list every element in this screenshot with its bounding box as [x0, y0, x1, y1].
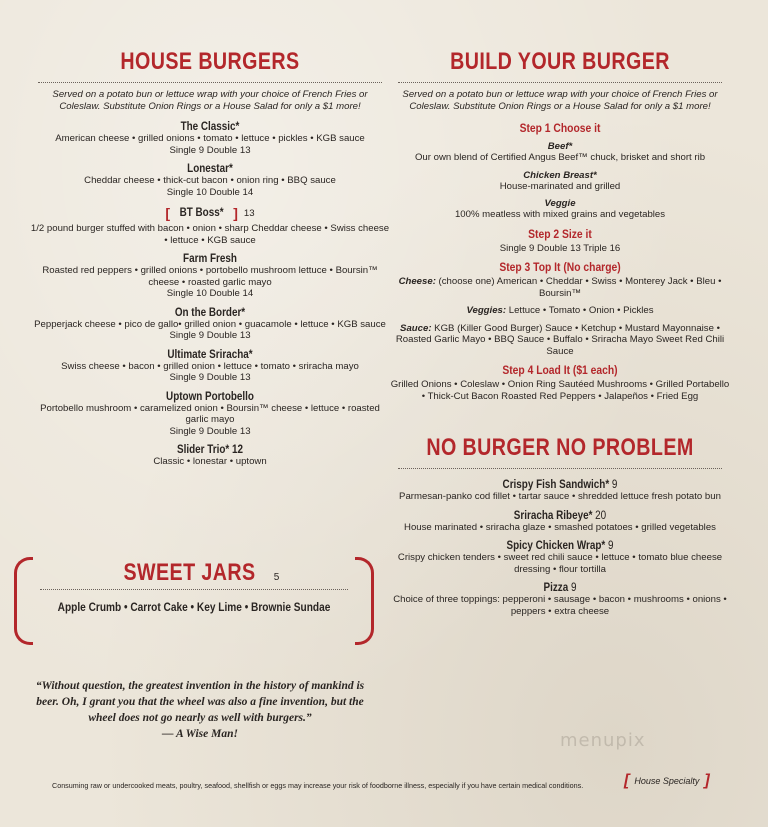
house-specialty-legend — [624, 772, 710, 790]
sweet-jars-box — [14, 557, 374, 639]
load-options: Grilled Onions • Coleslaw • Onion Ring Sautéed Mushrooms • Grilled Portabello • Thick-Cut Bacon Roasted Red Peppers • Jalapeños • Fried Egg — [390, 379, 730, 402]
bracket-right-icon: ] — [704, 772, 710, 789]
step-2-title: Step 2 Size it — [528, 226, 592, 241]
sweet-jars-title: SWEET JARS 5 — [123, 559, 280, 586]
house-specialty-marker: [ BT Boss* ] 13 — [165, 205, 255, 221]
no-burger-title: NO BURGER NO PROBLEM — [426, 434, 694, 461]
divider — [40, 589, 348, 590]
menu-item: Farm Fresh Roasted red peppers • grilled onions • portobello mushroom lettuce • Boursin™ cheese • roasted garlic mayo Single 10 Double 14 — [42, 253, 378, 299]
sweet-jars-price: 5 — [273, 572, 280, 583]
bracket-right-icon: ] — [233, 205, 238, 221]
build-title: BUILD YOUR BURGER — [450, 48, 670, 75]
menu-item-house-specialty: [ BT Boss* ] 13 1/2 pound burger stuffed with bacon • onion • sharp Cheddar cheese • Swiss cheese • lettuce • KGB sauce — [30, 205, 390, 246]
sauce-options: Sauce: KGB (Killer Good Burger) Sauce • Ketchup • Mustard Mayonnaise • Roasted Garlic Mayo • BBQ Sauce • Buffalo • Sriracha Mayo Sweet Red Chili Sauce — [395, 322, 725, 357]
house-burgers-title: HOUSE BURGERS — [120, 48, 300, 75]
menu-item: Slider Trio* 12 Classic • lonestar • uptown — [153, 444, 267, 467]
veggie-option: Veggie — [544, 198, 576, 209]
legend-label: House Specialty — [634, 776, 700, 786]
disclaimer: Consuming raw or undercooked meats, poultry, seafood, shellfish or eggs may increase your risk of foodborne illness, especially if you have certain medical conditions. — [52, 781, 584, 790]
menu-item: Spicy Chicken Wrap* 9 Crispy chicken tenders • sweet red chili sauce • lettuce • tomato blue cheese dressing • flour tortilla — [397, 540, 723, 575]
menu-item: Sriracha Ribeye* 20 House marinated • sriracha glaze • smashed potatoes • grilled vegetables — [404, 509, 716, 533]
step-1-title: Step 1 Choose it — [519, 121, 601, 135]
build-your-burger-section: BUILD YOUR BURGER Served on a potato bun or lettuce wrap with your choice of French Fries or Coleslaw. Substitute Onion Rings or a House Salad for only a $1 more! Step 1 Choose it Beef* Our own blend of Certified Angus Beef™ chuck, brisket and short rib Chicken Breast* House-marinated and grilled Veggie 100% meatless with mixed grains and vegetables Step 2 Size it Single 9 Double 13 Triple 16 Step 3 Top It (No charge) Cheese: (choose one) American • Cheddar • Swiss • Monterey Jack • Bleu • Boursin™ Veggies: Lettuce • Tomato • Onion • Pickles Sauce: KGB (Killer Good Burger) Sauce • Ketchup • Mustard Mayonnaise • Roasted Garlic Mayo • BBQ Sauce • Buffalo • Sriracha Mayo Sweet Red Chili Sauce Step 4 Load It ($1 each) Grilled Onions • Coleslaw • Onion Ring Sautéed Mushrooms • Grilled Portabello • Thick-Cut Bacon Roasted Red Peppers • Jalapeños • Fried Egg — [390, 48, 730, 402]
menu-item: Lonestar* Cheddar cheese • thick-cut bacon • onion ring • BBQ sauce Single 10 Double 14 — [84, 163, 336, 198]
menu-item: Uptown Portobello Portobello mushroom • caramelized onion • Boursin™ cheese • lettuce • roasted garlic mayo Single 9 Double 13 — [40, 390, 380, 437]
size-prices: Single 9 Double 13 Triple 16 — [499, 242, 621, 254]
divider — [398, 82, 722, 83]
menu-item: On the Border* Pepperjack cheese • pico de gallo• grilled onion • guacamole • lettuce • KGB sauce Single 9 Double 13 — [34, 306, 386, 341]
menu-item: Ultimate Sriracha* Swiss cheese • bacon • grilled onion • lettuce • tomato • sriracha mayo Single 9 Double 13 — [61, 348, 359, 383]
step-3-title: Step 3 Top It (No charge) — [499, 260, 621, 274]
chicken-option: Chicken Breast* — [523, 169, 597, 181]
cheese-options: Cheese: (choose one) American • Cheddar • Swiss • Monterey Jack • Bleu • Boursin™ — [398, 276, 722, 299]
divider — [38, 82, 382, 83]
menu-item: The Classic* American cheese • grilled onions • tomato • lettuce • pickles • KGB sauce Single 9 Double 13 — [55, 121, 365, 156]
build-intro: Served on a potato bun or lettuce wrap with your choice of French Fries or Coleslaw. Substitute Onion Rings or a House Salad for only a $1 more! — [402, 89, 718, 112]
no-burger-section — [390, 434, 730, 624]
step-4-title: Step 4 Load It ($1 each) — [502, 363, 618, 377]
watermark: menupix — [560, 730, 646, 751]
quote-block — [30, 678, 370, 742]
menu-item: Pizza 9 Choice of three toppings: pepperoni • sausage • bacon • mushrooms • onions • peppers • extra cheese — [393, 582, 727, 617]
menu-item: Crispy Fish Sandwich* 9 Parmesan-panko cod fillet • tartar sauce • shredded lettuce fresh potato bun — [399, 479, 721, 502]
bracket-left-icon: [ — [165, 205, 171, 221]
divider — [398, 468, 722, 469]
quote-author: — A Wise Man! — [162, 728, 238, 740]
bracket-left-icon: [ — [624, 772, 630, 789]
quote-text: “Without question, the greatest invention in the history of mankind is beer. Oh, I grant you that the wheel was also a fine invention, but the wheel does not go nearly as well with burgers.” — [35, 680, 365, 724]
house-burgers-intro: Served on a potato bun or lettuce wrap with your choice of French Fries or Coleslaw. Substitute Onion Rings or a House Salad for only a $1 more! — [52, 89, 368, 112]
beef-option: Beef* — [547, 141, 573, 152]
house-burgers-section — [30, 48, 390, 475]
sweet-jars-items: Apple Crumb • Carrot Cake • Key Lime • Brownie Sundae — [57, 602, 331, 614]
veggie-toppings: Veggies: Lettuce • Tomato • Onion • Pickles — [466, 305, 654, 316]
